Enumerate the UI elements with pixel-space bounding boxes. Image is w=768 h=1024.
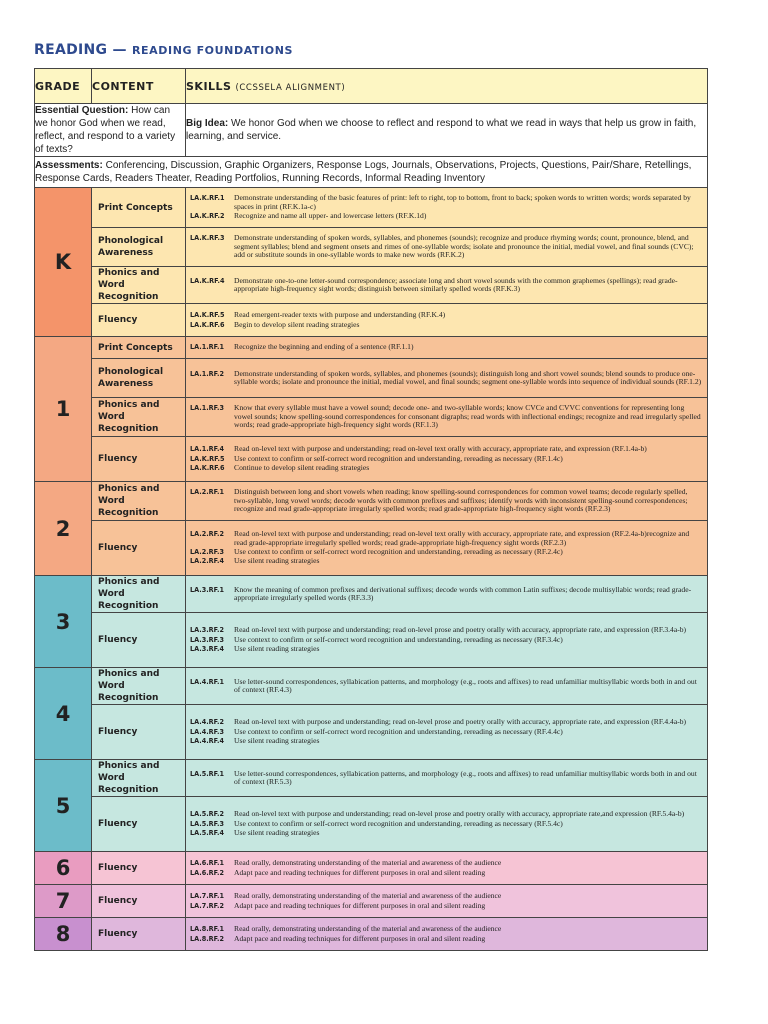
skill-item <box>190 626 703 634</box>
content-area: Fluency <box>92 797 186 852</box>
skill-item <box>190 311 703 319</box>
skill-text: Read orally, demonstrating understanding of the material and awareness of the audience <box>234 891 502 901</box>
skills-cell <box>186 918 708 951</box>
skill-text: Read emergent-reader texts with purpose and understanding (RF.K.4) <box>234 310 446 320</box>
skills-cell <box>186 668 708 705</box>
skills-cell <box>186 337 708 359</box>
header-skills <box>186 69 708 104</box>
skill-code: LA.K.RF.2 <box>190 211 225 221</box>
skill-text: Adapt pace and reading techniques for different purposes in oral and silent reading <box>234 867 486 877</box>
skill-text: Recognize and name all upper- and lowercase letters (RF.K.1d) <box>234 211 427 221</box>
skill-text: Use silent reading strategies <box>234 828 320 838</box>
skill-item <box>190 678 703 695</box>
content-area: Fluency <box>92 885 186 918</box>
big-idea <box>186 104 708 157</box>
skill-code: LA.2.RF.4 <box>190 556 224 566</box>
skill-code: LA.5.RF.4 <box>190 828 224 838</box>
content-area: Phonics and Word Recognition <box>92 576 186 613</box>
skill-item <box>190 770 703 787</box>
grade-label: 3 <box>35 576 92 668</box>
skill-code: LA.5.RF.2 <box>190 809 224 819</box>
skill-item <box>190 277 703 294</box>
content-area: Phonics and Word Recognition <box>92 267 186 304</box>
header-skills-note: (CCSSELA ALIGNMENT) <box>235 82 346 93</box>
skill-code: LA.3.RF.3 <box>190 634 224 644</box>
skills-cell <box>186 705 708 760</box>
content-area: Fluency <box>92 852 186 885</box>
skill-item <box>190 645 703 653</box>
skill-item <box>190 728 703 736</box>
skill-code: LA.5.RF.1 <box>190 768 224 778</box>
content-area: Fluency <box>92 437 186 482</box>
grade-K-row <box>35 304 708 337</box>
skill-text: Read orally, demonstrating understanding of the material and awareness of the audience <box>234 858 502 868</box>
skill-text: Use context to confirm or self-correct word recognition and understanding, rereading as necessary (RF.2.4c) <box>234 547 563 556</box>
assessments-label: Assessments: <box>35 160 103 171</box>
content-area: Fluency <box>92 521 186 576</box>
title-dash: — <box>107 42 132 58</box>
skill-text: Demonstrate one-to-one letter-sound correspondence; associate long and short vowel sounds with the common graphemes (spellings); read grade-appropriate high-frequency sight words; distinguish between similarly spelled words (RF.K.3) <box>234 275 678 293</box>
skill-item <box>190 234 703 259</box>
skill-code: LA.1.RF.1 <box>190 342 224 352</box>
skill-code: LA.4.RF.2 <box>190 717 224 727</box>
skill-text: Begin to develop silent reading strategies <box>234 319 360 329</box>
skill-text: Continue to develop silent reading strategies <box>234 463 370 473</box>
skill-code: LA.1.RF.4 <box>190 444 224 454</box>
skill-text: Use silent reading strategies <box>234 556 320 566</box>
skill-text: Read on-level text with purpose and understanding; read on-level text orally with accuracy, appropriate rate, and expression (RF.2.4a-b)recognize and read grade-appropriate irregularly spelled words; read grade-appropriate high-frequency sight words (RF.2.3) <box>234 529 690 547</box>
content-area: Fluency <box>92 705 186 760</box>
grade-2-row <box>35 521 708 576</box>
content-area: Phonological Awareness <box>92 228 186 267</box>
skill-code: LA.3.RF.4 <box>190 644 224 654</box>
skill-item <box>190 548 703 556</box>
header-row <box>35 69 708 104</box>
grade-1-row <box>35 437 708 482</box>
skill-text: Use letter-sound correspondences, syllabication patterns, and morphology (e.g., roots and affixes) to read unfamiliar multisyllabic words both in and out of context (RF.5.3) <box>234 768 697 786</box>
skill-text: Read on-level text with purpose and understanding; read on-level prose and poetry orally with accuracy, appropriate rate, and expression (RF.4.4a-b) <box>234 717 687 727</box>
skill-text: Read on-level text with purpose and understanding; read on-level text orally with accuracy, appropriate rate, and expression (RF.1.4a-b) <box>234 444 647 454</box>
skills-cell <box>186 304 708 337</box>
skill-item <box>190 212 703 220</box>
grade-label: 8 <box>35 918 92 951</box>
skills-cell <box>186 359 708 398</box>
grade-label: 1 <box>35 337 92 482</box>
skill-item <box>190 636 703 644</box>
skills-cell <box>186 576 708 613</box>
title-sub: READING FOUNDATIONS <box>131 44 294 57</box>
skill-item <box>190 829 703 837</box>
skill-code: LA.K.RF.3 <box>190 233 225 243</box>
grade-8-row <box>35 918 708 951</box>
grade-1-row <box>35 359 708 398</box>
skill-item <box>190 455 703 463</box>
grade-label: 2 <box>35 482 92 576</box>
grade-5-row <box>35 760 708 797</box>
skill-item <box>190 370 703 387</box>
skill-item <box>190 586 703 603</box>
skill-text: Use context to confirm or self-correct word recognition and understanding, rereading as necessary (RF.3.4c) <box>234 634 563 644</box>
skill-code: LA.8.RF.2 <box>190 933 224 943</box>
skill-item <box>190 194 703 211</box>
grade-2-row <box>35 482 708 521</box>
skill-code: LA.4.RF.1 <box>190 676 224 686</box>
skill-item <box>190 935 703 943</box>
skills-cell <box>186 852 708 885</box>
skill-text: Use letter-sound correspondences, syllabication patterns, and morphology (e.g., roots and affixes) to read unfamiliar multisyllabic words both in and out of context (RF.4.3) <box>234 676 697 694</box>
content-area: Phonics and Word Recognition <box>92 668 186 705</box>
skill-code: LA.K.RF.5 <box>190 453 225 463</box>
grade-5-row <box>35 797 708 852</box>
skill-code: LA.K.RF.5 <box>190 310 225 320</box>
skill-text: Use context to confirm or self-correct word recognition and understanding, rereading as necessary (RF.1.4c) <box>234 453 563 463</box>
skill-text: Demonstrate understanding of spoken words, syllables, and phonemes (sounds); distinguish long and short vowel sounds; blend sounds to produce one-syllable words; isolate and pronounce the initial, medial vowel, and final sounds; segment one-syllable words into sequence of individual sounds (RF.1.2) <box>234 368 702 386</box>
skills-cell <box>186 188 708 228</box>
skill-text: Recognize the beginning and ending of a sentence (RF.1.1) <box>234 342 414 352</box>
grade-K-row <box>35 188 708 228</box>
skill-text: Adapt pace and reading techniques for different purposes in oral and silent reading <box>234 933 486 943</box>
skill-item <box>190 464 703 472</box>
skill-code: LA.2.RF.3 <box>190 547 224 556</box>
skills-cell <box>186 797 708 852</box>
skill-item <box>190 404 703 429</box>
skills-cell <box>186 521 708 576</box>
grade-label: 4 <box>35 668 92 760</box>
skills-cell <box>186 613 708 668</box>
skills-cell <box>186 228 708 267</box>
content-area: Print Concepts <box>92 337 186 359</box>
assessments-row <box>35 157 708 188</box>
skill-item <box>190 557 703 565</box>
skill-text: Use context to confirm or self-correct word recognition and understanding, rereading as necessary (RF.4.4c) <box>234 726 563 736</box>
skill-code: LA.4.RF.3 <box>190 726 224 736</box>
essential-label: Essential Question: <box>35 105 129 116</box>
header-grade: GRADE <box>35 69 92 104</box>
bigidea-text: We honor God when we choose to reflect and respond to what we read in ways that help us grow in faith, learning, and service. <box>186 118 697 142</box>
skill-item <box>190 810 703 818</box>
assessments <box>35 157 708 188</box>
skill-text: Use silent reading strategies <box>234 736 320 746</box>
content-area: Fluency <box>92 918 186 951</box>
skill-code: LA.6.RF.2 <box>190 867 224 877</box>
skill-code: LA.K.RF.6 <box>190 463 225 473</box>
skill-item <box>190 902 703 910</box>
skill-item <box>190 718 703 726</box>
skills-cell <box>186 760 708 797</box>
skills-cell <box>186 398 708 437</box>
skill-text: Read orally, demonstrating understanding of the material and awareness of the audience <box>234 924 502 934</box>
grade-4-row <box>35 705 708 760</box>
grade-label: 7 <box>35 885 92 918</box>
grade-1-row <box>35 337 708 359</box>
skill-item <box>190 869 703 877</box>
grade-label: K <box>35 188 92 337</box>
skill-text: Use context to confirm or self-correct word recognition and understanding, rereading as necessary (RF.5.4c) <box>234 818 563 828</box>
content-area: Phonics and Word Recognition <box>92 760 186 797</box>
skill-code: LA.2.RF.2 <box>190 529 224 539</box>
skill-item <box>190 321 703 329</box>
skill-item <box>190 737 703 745</box>
skill-text: Read on-level text with purpose and understanding; read on-level prose and poetry orally with accuracy, appropriate rate,and expression (RF.5.4a-b) <box>234 809 685 819</box>
assessments-text: Conferencing, Discussion, Graphic Organizers, Response Logs, Journals, Observations, Projects, Questions, Pair/Share, Retellings, Response Cards, Readers Theater, Reading Portfolios, Running Records, Informal Reading Inventory <box>35 160 692 184</box>
essential-text: How can we honor God when we read, reflect, and respond to a variety of texts? <box>35 105 176 155</box>
skill-text: Use silent reading strategies <box>234 644 320 654</box>
skill-code: LA.5.RF.3 <box>190 818 224 828</box>
grade-label: 5 <box>35 760 92 852</box>
content-area: Phonics and Word Recognition <box>92 482 186 521</box>
grade-4-row <box>35 668 708 705</box>
skill-code: LA.K.RF.6 <box>190 319 225 329</box>
skill-text: Know the meaning of common prefixes and derivational suffixes; decode words with common Latin suffixes; decode multisyllabic words; read grade-appropriate irregularly spelled words (RF.3.3) <box>234 584 692 602</box>
content-area: Fluency <box>92 304 186 337</box>
skill-code: LA.1.RF.2 <box>190 368 224 378</box>
standards-table <box>34 68 708 951</box>
grade-3-row <box>35 576 708 613</box>
skill-code: LA.K.RF.1 <box>190 193 225 203</box>
skill-item <box>190 892 703 900</box>
skill-text: Read on-level text with purpose and understanding; read on-level prose and poetry orally with accuracy, appropriate rate, and expression (RF.3.4a-b) <box>234 625 687 635</box>
skill-text: Demonstrate understanding of the basic features of print: left to right, top to bottom, front to back; spoken words to written words; words separated by spaces in print (RF.K.1a-c) <box>234 193 691 211</box>
skills-cell <box>186 437 708 482</box>
skills-cell <box>186 267 708 304</box>
skill-code: LA.7.RF.2 <box>190 900 224 910</box>
header-skills-label: SKILLS <box>186 79 232 93</box>
skill-code: LA.1.RF.3 <box>190 403 224 413</box>
title-main: READING <box>34 42 108 58</box>
essential-question <box>35 104 186 157</box>
content-area: Print Concepts <box>92 188 186 228</box>
skill-item <box>190 925 703 933</box>
skill-item <box>190 530 703 547</box>
skill-item <box>190 859 703 867</box>
skill-code: LA.7.RF.1 <box>190 891 224 901</box>
grade-3-row <box>35 613 708 668</box>
skill-code: LA.8.RF.1 <box>190 924 224 934</box>
grade-K-row <box>35 267 708 304</box>
content-area: Phonological Awareness <box>92 359 186 398</box>
skill-text: Distinguish between long and short vowels when reading; know spelling-sound correspondences for common vowel teams; decode regularly spelled, two-syllable, long vowel words; decode words with common prefixes and suffixes; identify words with inconsistent spelling-sound correspondences; recognize and read grade-appropriate irregularly spelled words; read grade-appropriate high-frequency sight words (RF.2.3) <box>234 487 688 514</box>
grade-7-row <box>35 885 708 918</box>
skill-text: Know that every syllable must have a vowel sound; decode one- and two-syllable words; know CVCe and CVVC conventions for representing long vowel sounds; know spelling-sound correspondences for consonant digraphs; read words with inflectional endings; recognize and read irregularly spelled words; read grade-appropriate high-frequency sight words (RF.1.3) <box>234 403 701 430</box>
skill-code: LA.3.RF.1 <box>190 584 224 594</box>
skills-cell <box>186 482 708 521</box>
content-area: Phonics and Word Recognition <box>92 398 186 437</box>
skill-text: Demonstrate understanding of spoken words, syllables, and phonemes (sounds); recognize and produce rhyming words; count, pronounce, blend, and segment syllables; blend and segment onsets and rimes of one-syllable words; isolate and pronounce the initial, medial vowel, and final sounds (CVC); add or substitute sounds in one-syllable words to make new words (RF.K.2) <box>234 233 694 260</box>
grade-1-row <box>35 398 708 437</box>
skill-item <box>190 488 703 513</box>
header-content: CONTENT <box>92 69 186 104</box>
skill-code: LA.6.RF.1 <box>190 858 224 868</box>
skill-item <box>190 820 703 828</box>
skills-cell <box>186 885 708 918</box>
grade-label: 6 <box>35 852 92 885</box>
skill-code: LA.K.RF.4 <box>190 275 225 285</box>
skill-code: LA.3.RF.2 <box>190 625 224 635</box>
info-row <box>35 104 708 157</box>
skill-code: LA.4.RF.4 <box>190 736 224 746</box>
skill-code: LA.2.RF.1 <box>190 487 224 497</box>
skill-item <box>190 343 703 351</box>
content-area: Fluency <box>92 613 186 668</box>
bigidea-label: Big Idea: <box>186 118 229 129</box>
grade-K-row <box>35 228 708 267</box>
skill-text: Adapt pace and reading techniques for different purposes in oral and silent reading <box>234 900 486 910</box>
page-title <box>34 42 293 58</box>
skill-item <box>190 445 703 453</box>
grade-6-row <box>35 852 708 885</box>
